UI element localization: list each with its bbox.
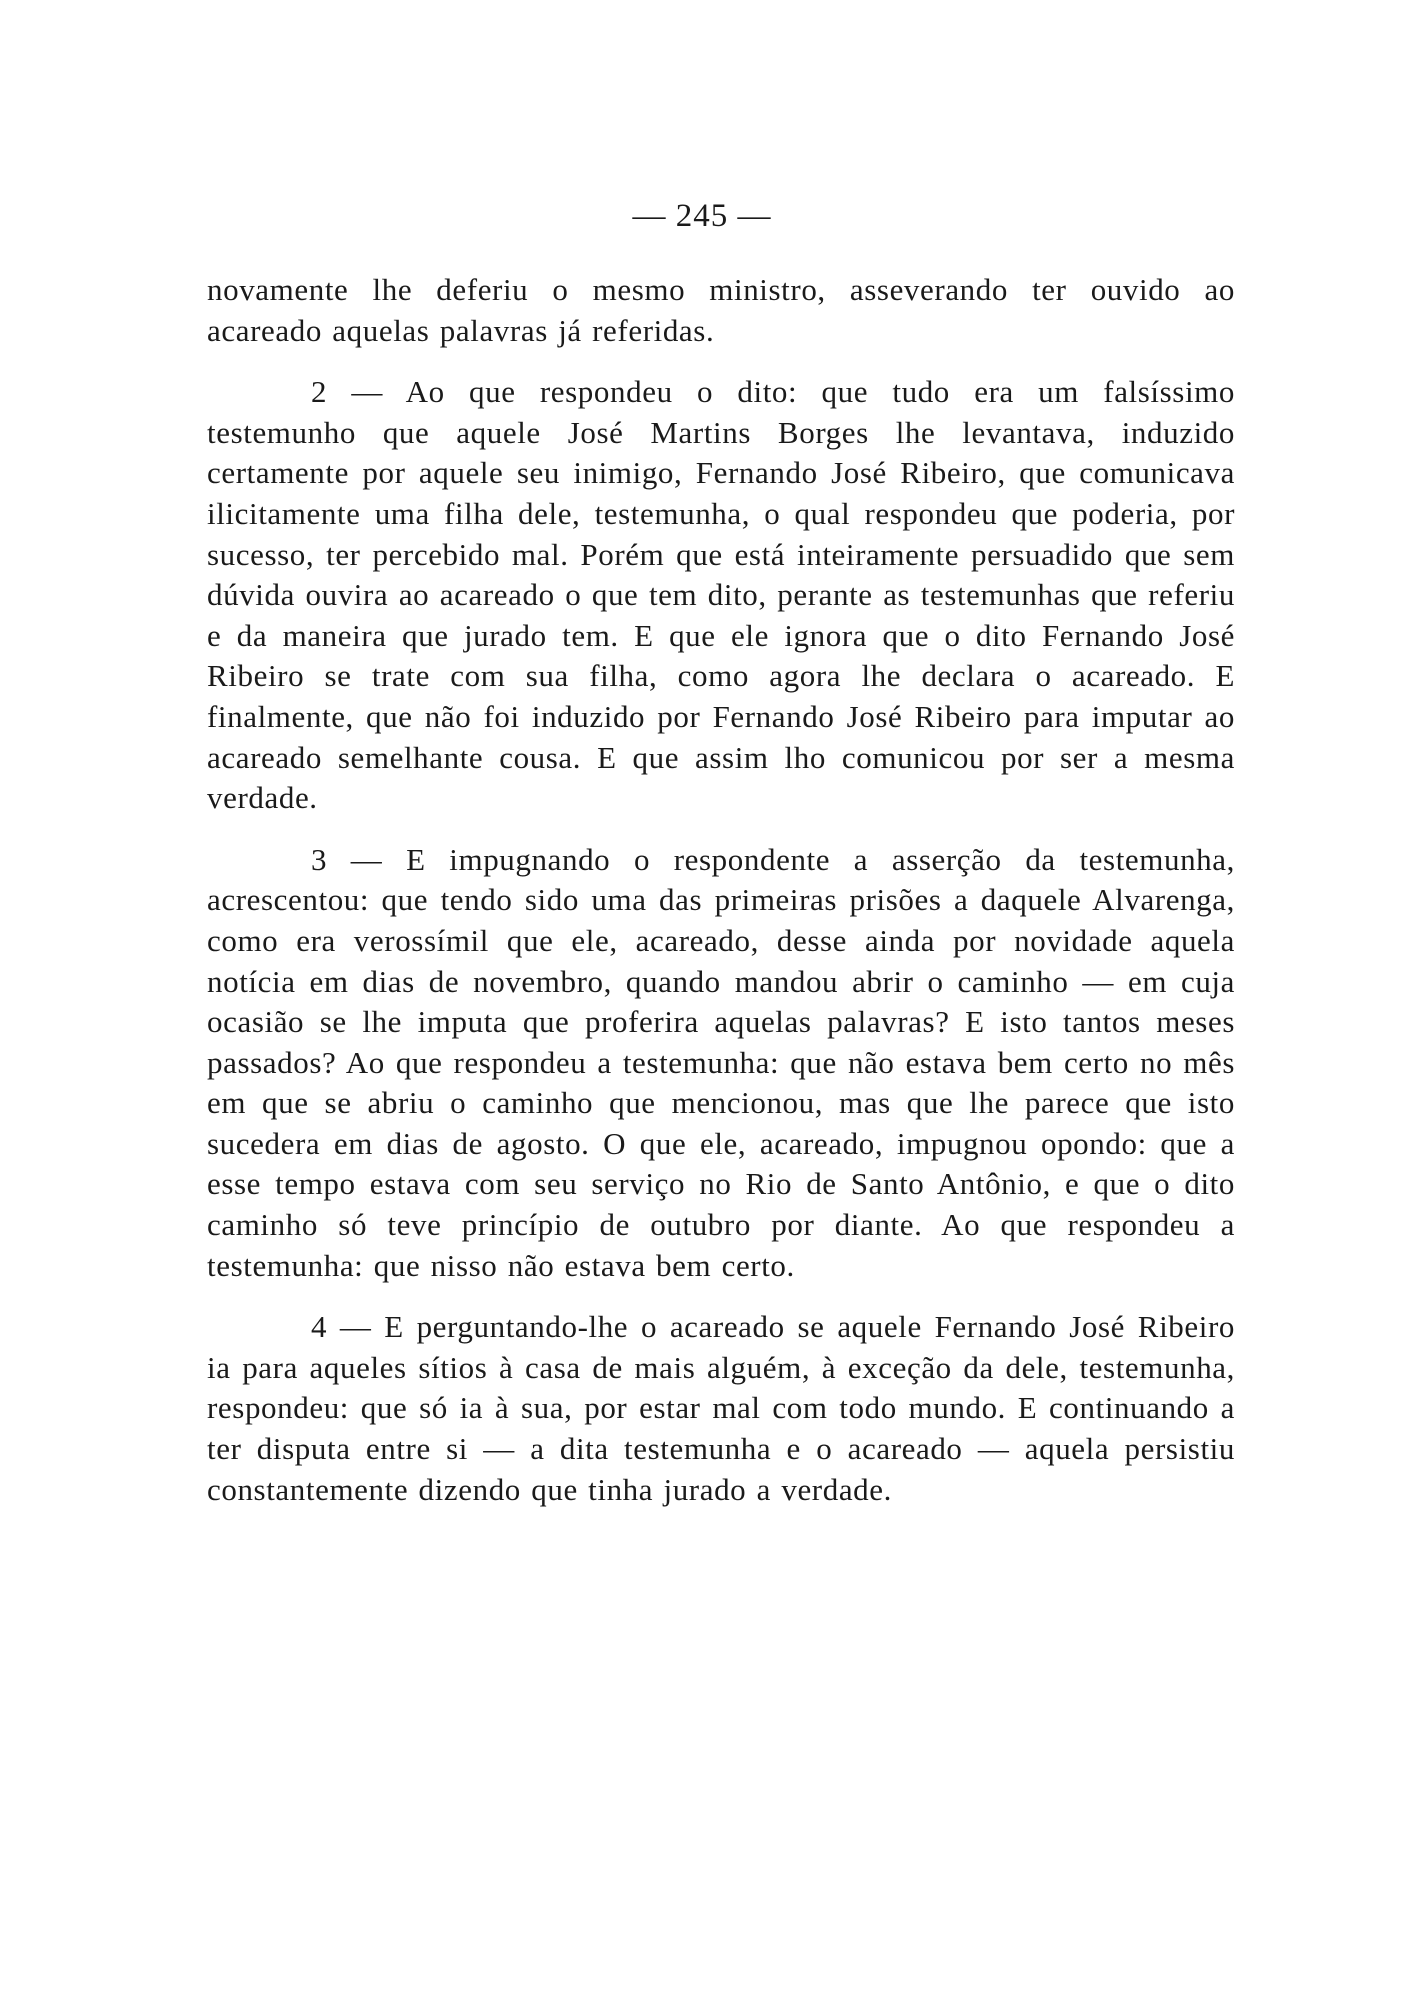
paragraph-continuation: novamente lhe deferiu o mesmo ministro, asseverando ter ouvido ao acareado aquelas palavras já referidas. [207, 272, 1235, 348]
paragraph-4: 4 — E perguntando-lhe o acareado se aquele Fernando José Ribeiro ia para aqueles sítios à casa de mais alguém, à exceção da dele, testemunha, respondeu: que só ia à sua, por estar mal com todo mundo. E continuando a ter disputa entre si — a dita testemunha e o acareado — aquela persistiu constantemente dizendo que tinha jurado a verdade. [207, 1309, 1235, 1507]
body-text [207, 270, 1235, 1510]
page-number: — 245 — [632, 198, 772, 234]
paragraph-2: 2 — Ao que respondeu o dito: que tudo era um falsíssimo testemunho que aquele José Martins Borges lhe levantava, induzido certamente por aquele seu inimigo, Fernando José Ribeiro, que comunicava ilicitamente uma filha dele, testemunha, o qual respondeu que poderia, por sucesso, ter percebido mal. Porém que está inteiramente persuadido que sem dúvida ouvira ao acareado o que tem dito, perante as testemunhas que referiu e da maneira que jurado tem. E que ele ignora que o dito Fernando José Ribeiro se trate com sua filha, como agora lhe declara o acareado. E finalmente, que não foi induzido por Fernando José Ribeiro para imputar ao acareado semelhante cousa. E que assim lho comunicou por ser a mesma verdade. [207, 374, 1235, 816]
paragraph-3: 3 — E impugnando o respondente a asserção da testemunha, acrescentou: que tendo sido uma das primeiras prisões a daquele Alvarenga, como era verossímil que ele, acareado, desse ainda por novidade aquela notícia em dias de novembro, quando mandou abrir o caminho — em cuja ocasião se lhe imputa que proferira aquelas palavras? E isto tantos meses passados? Ao que respondeu a testemunha: que não estava bem certo no mês em que se abriu o caminho que mencionou, mas que lhe parece que isto sucedera em dias de agosto. O que ele, acareado, impugnou opondo: que a esse tempo estava com seu serviço no Rio de Santo Antônio, e que o dito caminho só teve princípio de outubro por diante. Ao que respondeu a testemunha: que nisso não estava bem certo. [207, 841, 1235, 1283]
